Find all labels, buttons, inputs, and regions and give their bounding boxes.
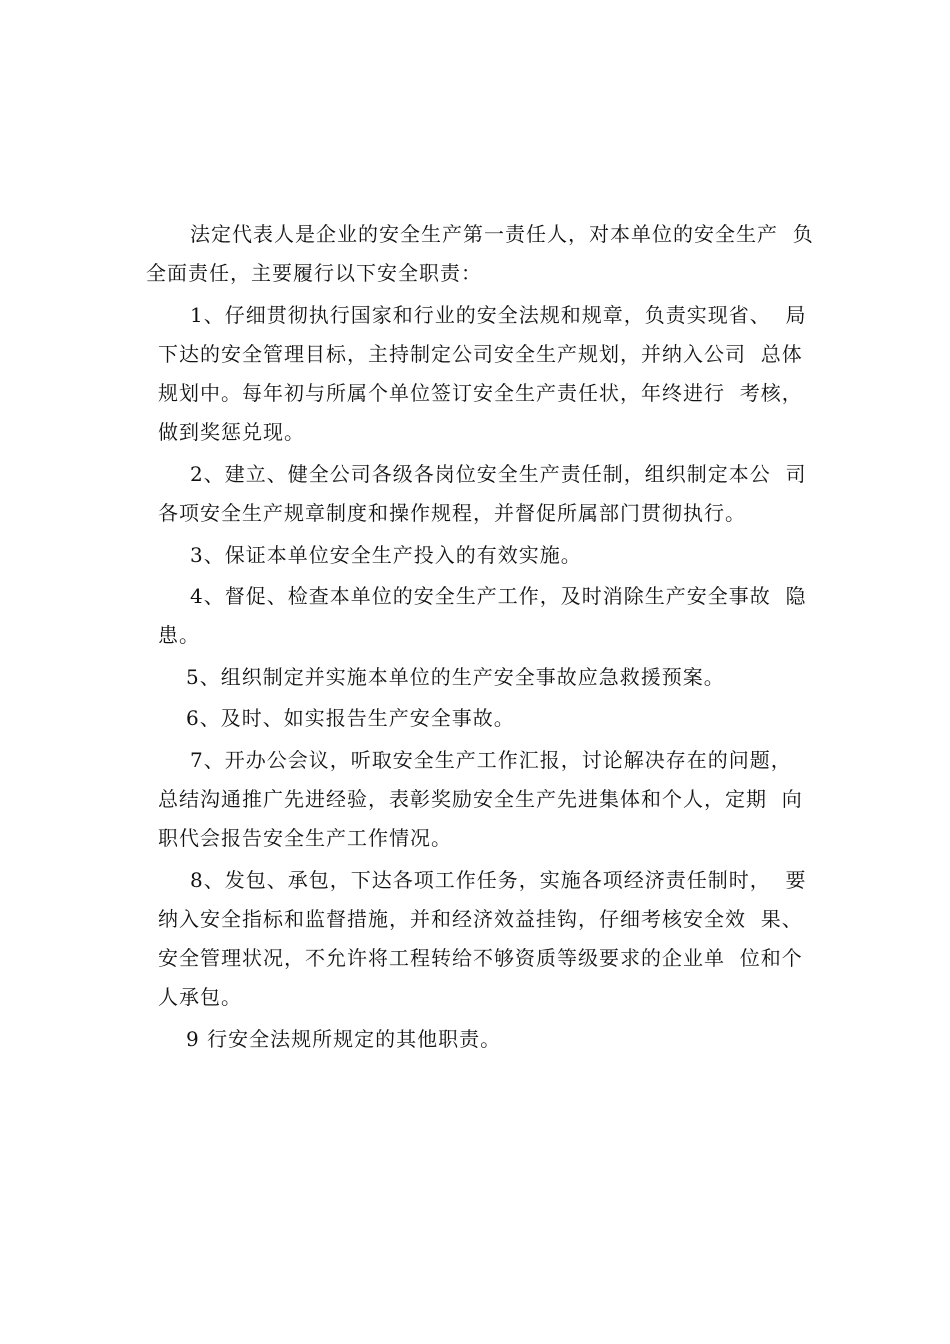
text-line: 9 行安全法规所规定的其他职责。 [186, 1027, 502, 1051]
text-line: 5、组织制定并实施本单位的生产安全事故应急救援预案。 [186, 665, 725, 689]
text-line: 3、保证本单位安全生产投入的有效实施。 [190, 543, 582, 567]
text-line: 1、仔细贯彻执行国家和行业的安全法规和规章，负责实现省、 局 [190, 303, 807, 327]
text-line: 下达的安全管理目标，主持制定公司安全生产规划，并纳入公司 总体 [158, 342, 803, 366]
text-line: 纳入安全指标和监督措施，并和经济效益挂钩，仔细考核安全效 果、 [158, 907, 803, 931]
text-line: 法定代表人是企业的安全生产第一责任人，对本单位的安全生产 负 [190, 222, 814, 246]
text-line: 人承包。 [158, 985, 242, 1009]
text-line: 安全管理状况，不允许将工程转给不够资质等级要求的企业单 位和个 [158, 946, 803, 970]
text-line: 6、及时、如实报告生产安全事故。 [186, 706, 515, 730]
text-line: 总结沟通推广先进经验，表彰奖励安全生产先进集体和个人，定期 向 [158, 787, 803, 811]
text-line: 规划中。每年初与所属个单位签订安全生产责任状，年终进行 考核， [158, 381, 803, 405]
text-line: 2、建立、健全公司各级各岗位安全生产责任制，组织制定本公 司 [190, 462, 807, 486]
text-line: 职代会报告安全生产工作情况。 [158, 826, 452, 850]
text-line: 全面责任，主要履行以下安全职责： [146, 261, 482, 285]
text-line: 患。 [158, 623, 200, 647]
text-line: 4、督促、检查本单位的安全生产工作，及时消除生产安全事故 隐 [190, 584, 807, 608]
text-line: 8、发包、承包，下达各项工作任务，实施各项经济责任制时， 要 [190, 868, 807, 892]
text-line: 各项安全生产规章制度和操作规程，并督促所属部门贯彻执行。 [158, 501, 746, 525]
text-line: 7、开办公会议，听取安全生产工作汇报，讨论解决存在的问题， [190, 748, 792, 772]
text-line: 做到奖惩兑现。 [158, 420, 305, 444]
